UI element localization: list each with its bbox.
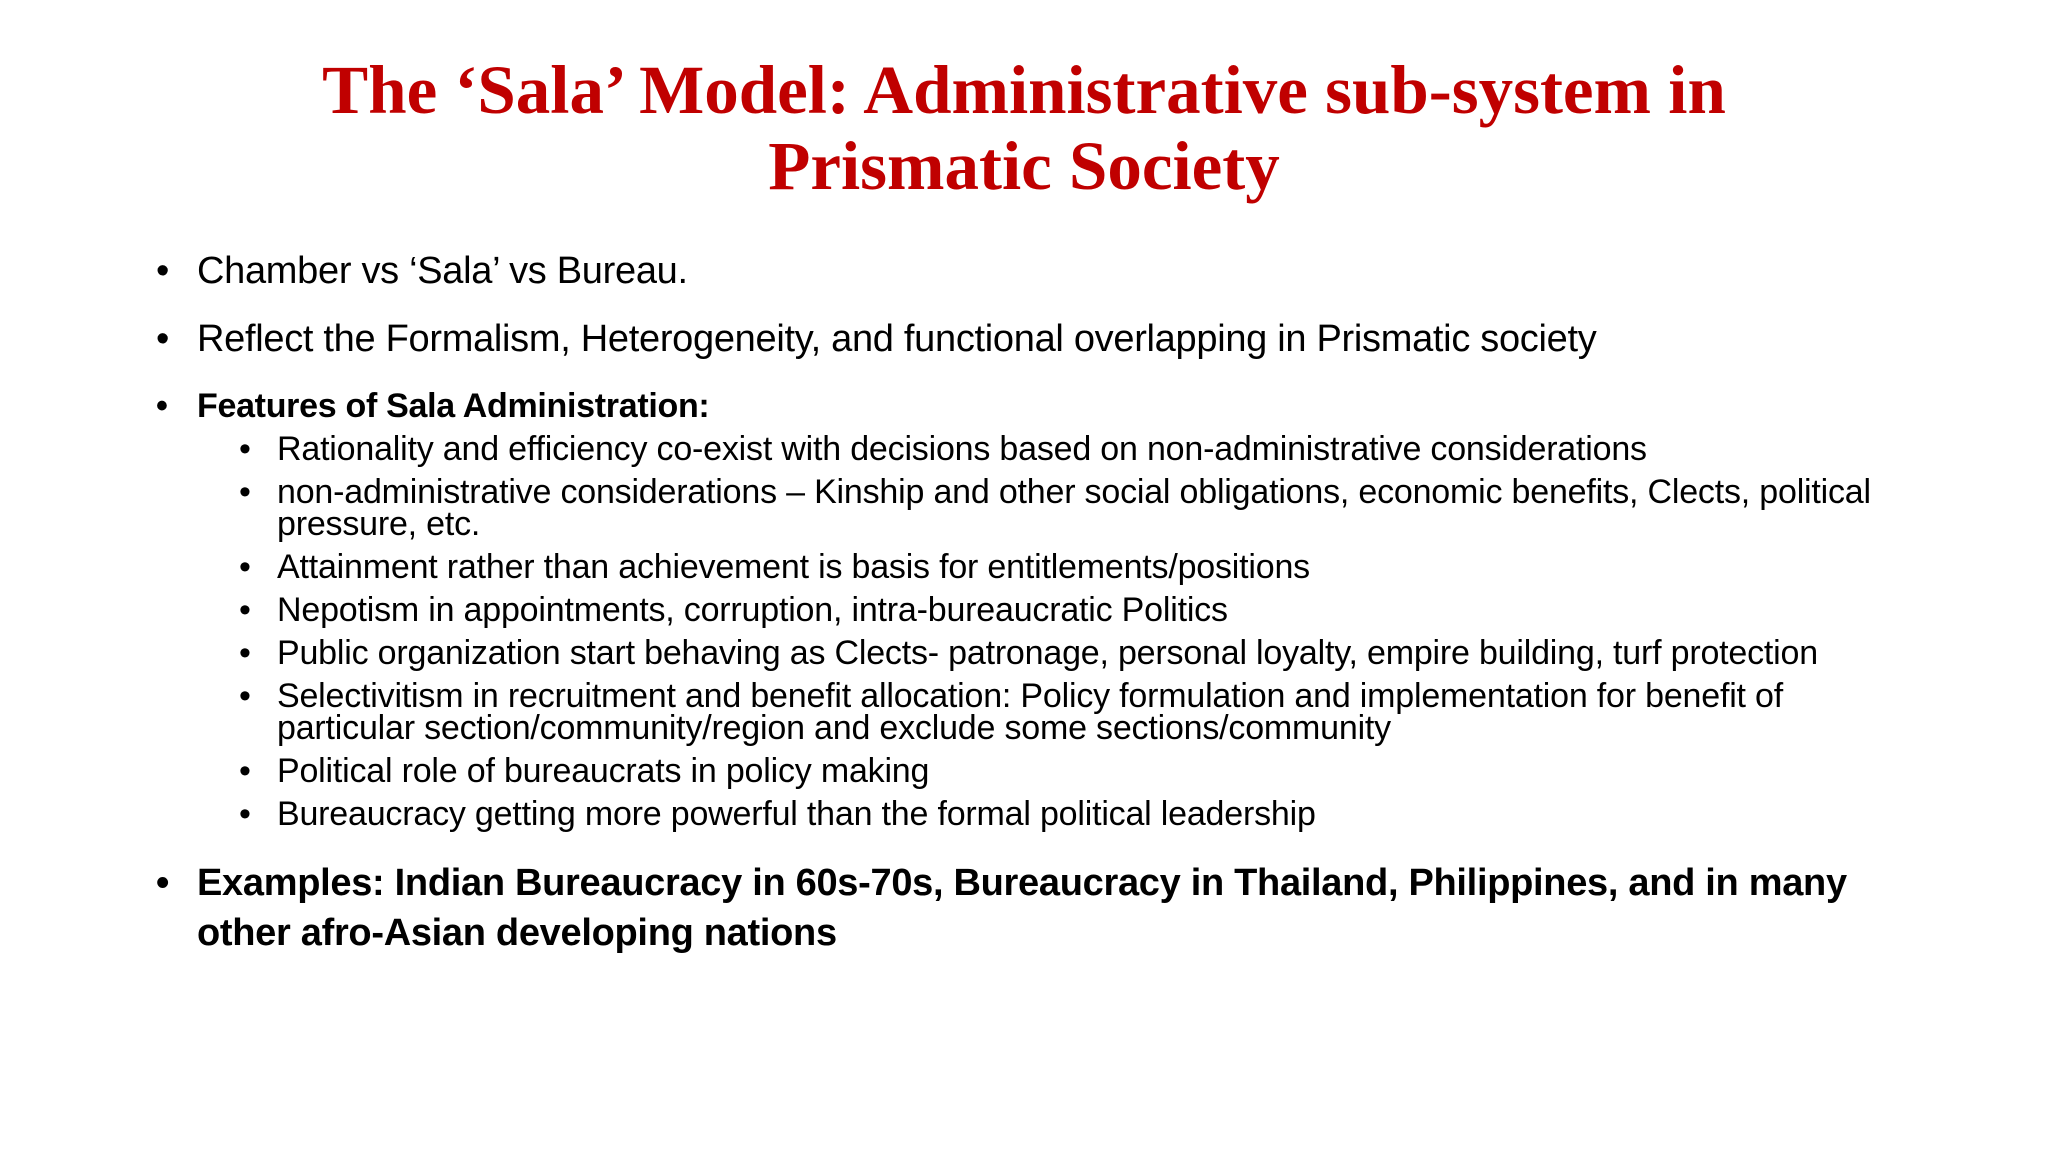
bullet-features-heading <box>150 384 1910 428</box>
bullet-chamber-sala-bureau <box>150 246 1910 296</box>
bullet-icon: • <box>239 591 251 629</box>
feature-item-bureaucracy-powerful <box>239 793 1910 836</box>
bullet-list <box>150 246 1910 958</box>
bullet-icon: • <box>239 634 251 672</box>
slide-title <box>200 52 1848 204</box>
bullet-icon: • <box>239 677 251 715</box>
feature-text: Bureaucracy getting more powerful than the formal political leadership <box>277 795 1316 833</box>
feature-item-rationality <box>239 428 1910 471</box>
feature-item-nepotism <box>239 589 1910 632</box>
bullet-icon: • <box>156 250 170 292</box>
feature-text: non-administrative considerations – Kinship and other social obligations, economic benefits, Clects, political pressure, etc. <box>277 473 1871 543</box>
features-sublist <box>239 428 1910 836</box>
bullet-text: Examples: Indian Bureaucracy in 60s-70s, Bureaucracy in Thailand, Philippines, and in many other afro-Asian developing nations <box>197 862 1847 954</box>
feature-text: Rationality and efficiency co-exist with decisions based on non-administrative considerations <box>277 430 1647 468</box>
bullet-text: Features of Sala Administration: <box>197 387 710 425</box>
feature-item-selectivitism <box>239 675 1910 750</box>
bullet-reflect-formalism <box>150 314 1910 364</box>
bullet-icon: • <box>239 473 251 511</box>
bullet-icon: • <box>156 387 168 425</box>
bullet-text: Chamber vs ‘Sala’ vs Bureau. <box>197 250 688 292</box>
bullet-text: Reflect the Formalism, Heterogeneity, and functional overlapping in Prismatic society <box>197 318 1597 360</box>
feature-text: Selectivitism in recruitment and benefit allocation: Policy formulation and implementation for benefit of particular section/community/region and exclude some sections/community <box>277 677 1783 747</box>
bullet-icon: • <box>239 430 251 468</box>
feature-text: Public organization start behaving as Clects- patronage, personal loyalty, empire building, turf protection <box>277 634 1818 672</box>
bullet-icon: • <box>239 795 251 833</box>
feature-text: Nepotism in appointments, corruption, intra-bureaucratic Politics <box>277 591 1228 629</box>
feature-item-political-role <box>239 750 1910 793</box>
feature-text: Attainment rather than achievement is basis for entitlements/positions <box>277 548 1310 586</box>
slide-title-line-1: The ‘Sala’ Model: Administrative sub-system in <box>322 52 1726 128</box>
bullet-icon: • <box>156 862 170 904</box>
slide-title-line-2: Prismatic Society <box>768 128 1280 204</box>
bullet-icon: • <box>239 548 251 586</box>
bullet-examples <box>150 858 1910 958</box>
feature-item-attainment <box>239 546 1910 589</box>
feature-item-non-administrative <box>239 471 1910 546</box>
bullet-icon: • <box>156 318 170 360</box>
feature-text: Political role of bureaucrats in policy making <box>277 752 930 790</box>
bullet-icon: • <box>239 752 251 790</box>
feature-item-public-organization <box>239 632 1910 675</box>
